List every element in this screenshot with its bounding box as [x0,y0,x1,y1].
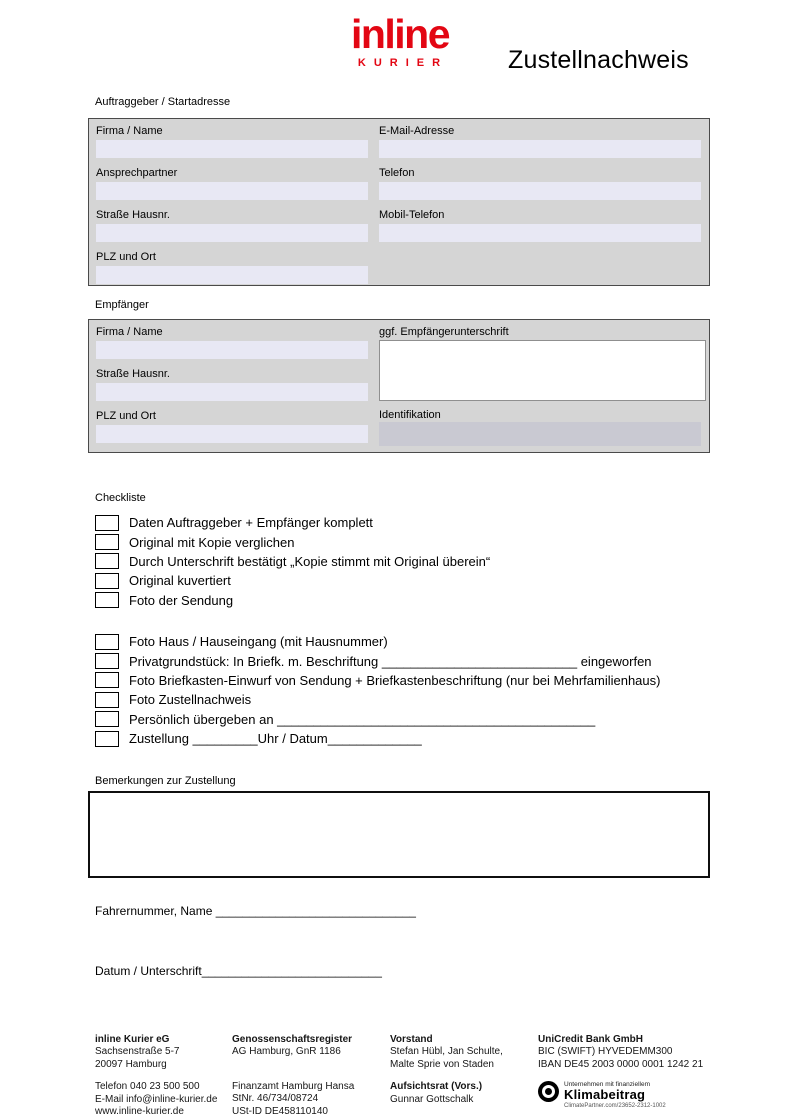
sender-telefon-label: Telefon [379,167,415,179]
footer-supervisory-heading: Aufsichtsrat (Vors.) [390,1081,483,1093]
recipient-strasse-label: Straße Hausnr. [96,368,170,380]
footer-company-name: inline Kurier eG [95,1034,170,1045]
sender-telefon-input[interactable] [379,182,701,200]
sender-email-cell [379,125,702,158]
checklist-item [95,532,660,551]
sender-mobil-cell [379,209,702,242]
checklist-checkbox[interactable] [95,711,119,727]
recipient-identification-label: Identifikation [379,409,441,421]
footer-bank-name: UniCredit Bank GmbH [538,1034,644,1045]
recipient-identification-input[interactable] [379,422,701,446]
checklist-item-label: Daten Auftraggeber + Empfänger komplett [129,515,373,531]
sender-plz-input[interactable] [96,266,368,284]
checklist-checkbox[interactable] [95,672,119,688]
sender-box [88,118,710,286]
footer-tax-group [232,1081,387,1118]
checklist-item-label: Foto Zustellnachweis [129,692,252,708]
checklist-item [95,729,660,748]
checklist-checkbox[interactable] [95,592,119,608]
checklist-item [95,591,660,610]
checklist-item [95,671,660,690]
sender-plz-label: PLZ und Ort [96,251,156,263]
checklist-checkbox[interactable] [95,553,119,569]
checklist-item-label: Zustellung _________Uhr / Datum_____________ [129,731,422,747]
recipient-plz-cell [96,410,368,443]
footer-bank-column [538,1034,720,1110]
checklist-item-label: Privatgrundstück: In Briefk. m. Beschriftung ___________________________ eingeworfen [129,653,652,669]
footer-board-heading: Vorstand [390,1034,433,1045]
checklist-checkbox[interactable] [95,573,119,589]
checklist-item-label: Foto der Sendung [129,592,234,608]
footer-vat-id: USt-ID DE458110140 [232,1105,328,1117]
recipient-box [88,319,710,453]
sender-firma-cell [96,125,379,158]
checklist-item-label: Persönlich übergeben an ____________________________________________ [129,711,596,727]
checklist-checkbox[interactable] [95,534,119,550]
checklist-item [95,651,660,670]
recipient-strasse-input[interactable] [96,383,368,401]
date-signature-line: Datum / Unterschrift___________________________ [95,964,382,978]
checklist-checkbox[interactable] [95,653,119,669]
footer-registry-court: AG Hamburg, GnR 1186 [232,1046,341,1058]
footer-website: www.inline-kurier.de [95,1106,184,1118]
sender-mobil-label: Mobil-Telefon [379,209,445,221]
footer [95,1034,720,1116]
recipient-plz-input[interactable] [96,425,368,443]
checklist-checkbox[interactable] [95,634,119,650]
sender-section-title: Auftraggeber / Startadresse [95,96,231,108]
checklist-section-title: Checkliste [95,492,146,504]
footer-phone: Telefon 040 23 500 500 [95,1081,200,1093]
recipient-section-title: Empfänger [95,299,149,311]
checklist-group-2 [95,632,660,748]
recipient-strasse-cell [96,368,368,401]
checklist-item-label: Foto Briefkasten-Einwurf von Sendung + Briefkastenbeschriftung (nur bei Mehrfamilienhaus) [129,672,661,688]
sender-strasse-label: Straße Hausnr. [96,209,170,221]
climate-badge-title: Klimabeitrag [564,1087,646,1103]
sender-strasse-input[interactable] [96,224,368,242]
document-title: Zustellnachweis [508,46,689,74]
footer-company-street: Sachsenstraße 5-7 [95,1046,180,1058]
checklist-checkbox[interactable] [95,692,119,708]
footer-board-column [390,1034,535,1106]
footer-climate-group [538,1081,720,1110]
checklist-item-label: Durch Unterschrift bestätigt „Kopie stimmt mit Original überein“ [129,553,491,569]
footer-company-city: 20097 Hamburg [95,1058,167,1070]
checklist-group-1 [95,513,660,610]
recipient-firma-label: Firma / Name [96,326,163,338]
checklist-item-label: Foto Haus / Hauseingang (mit Hausnummer) [129,634,388,650]
remarks-textarea[interactable] [88,791,710,878]
sender-email-label: E-Mail-Adresse [379,125,455,137]
sender-ansprechpartner-label: Ansprechpartner [96,167,178,179]
footer-contact-group [95,1081,235,1118]
checklist-item [95,690,660,709]
recipient-firma-cell [96,326,368,359]
footer-board-members-1: Stefan Hübl, Jan Schulte, [390,1046,503,1058]
footer-supervisory-chair: Gunnar Gottschalk [390,1093,474,1105]
footer-board-members-2: Malte Sprie von Staden [390,1058,494,1070]
sender-ansprechpartner-cell [96,167,379,200]
climate-partner-icon [538,1081,559,1102]
climate-badge-tagline: Unternehmen mit finanziellem [564,1081,650,1089]
sender-ansprechpartner-input[interactable] [96,182,368,200]
recipient-firma-input[interactable] [96,341,368,359]
footer-registry-column [232,1034,387,1118]
footer-company-column [95,1034,235,1118]
checklist-item [95,710,660,729]
recipient-plz-label: PLZ und Ort [96,410,156,422]
checklist-item-label: Original mit Kopie verglichen [129,534,295,550]
sender-plz-cell [96,251,379,284]
checklist-item [95,632,660,651]
climate-partner-badge [538,1081,720,1102]
sender-form-grid [89,119,709,284]
checklist-item [95,513,660,532]
inline-kurier-logo [345,11,455,69]
recipient-signature-label: ggf. Empfängerunterschrift [379,326,509,338]
checklist-item [95,571,660,590]
footer-registry-heading: Genossenschaftsregister [232,1034,353,1045]
footer-tax-number: StNr. 46/734/08724 [232,1093,319,1105]
logo-wordmark: inline [350,11,450,57]
checklist [95,513,660,748]
sender-firma-label: Firma / Name [96,125,163,137]
logo-subtitle: KURIER [357,56,449,69]
climate-badge-url: ClimatePartner.com/23652-2312-1002 [564,1103,666,1110]
recipient-signature-area[interactable] [379,340,706,401]
checklist-checkbox[interactable] [95,731,119,747]
footer-email: E-Mail info@inline-kurier.de [95,1093,218,1105]
sender-strasse-cell [96,209,379,242]
footer-bank-iban: IBAN DE45 2003 0000 0001 1242 21 [538,1058,704,1070]
climate-badge-text [564,1081,650,1102]
footer-bank-bic: BIC (SWIFT) HYVEDEMM300 [538,1046,673,1058]
checklist-item [95,552,660,571]
driver-number-line: Fahrernummer, Name ______________________________ [95,904,416,918]
sender-mobil-input[interactable] [379,224,701,242]
remarks-section-title: Bemerkungen zur Zustellung [95,775,236,787]
footer-tax-office: Finanzamt Hamburg Hansa [232,1080,355,1092]
checklist-item-label: Original kuvertiert [129,573,231,589]
sender-telefon-cell [379,167,702,200]
empty-cell [379,251,702,284]
checklist-checkbox[interactable] [95,515,119,531]
sender-email-input[interactable] [379,140,701,158]
footer-supervisory-group [390,1081,535,1106]
sender-firma-input[interactable] [96,140,368,158]
